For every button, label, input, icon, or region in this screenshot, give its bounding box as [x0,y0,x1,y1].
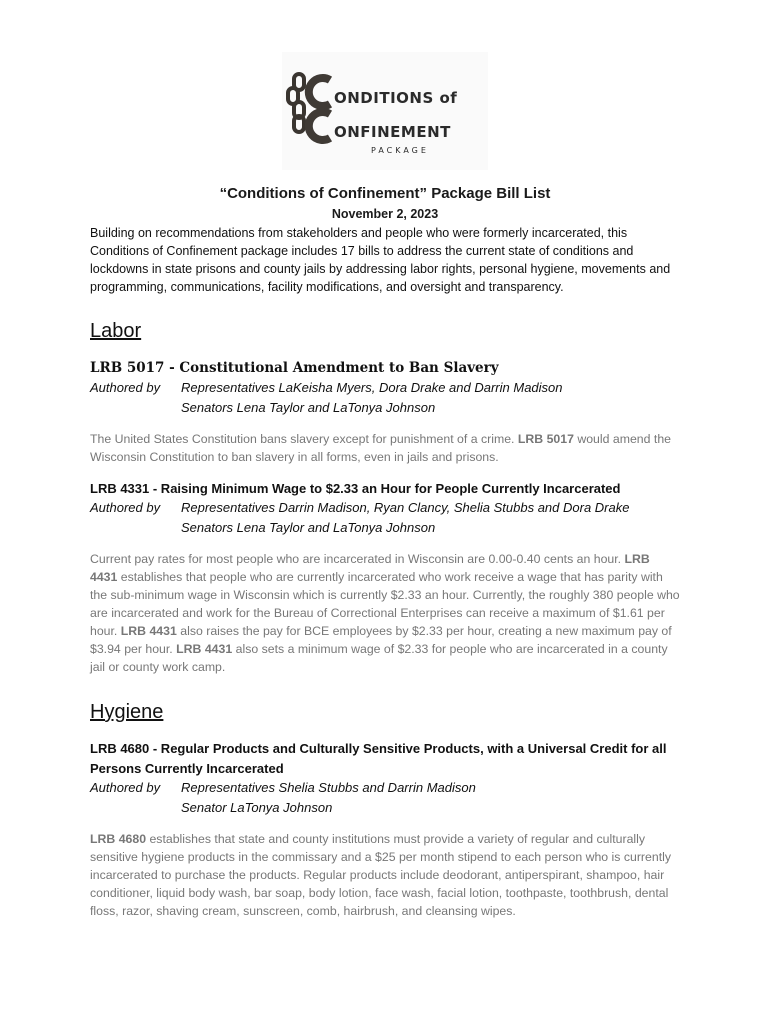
bill-title-lrb-4680: LRB 4680 - Regular Products and Culturally Sensitive Products, with a Universal Credit for all Persons Currently Incarcerated [90,741,667,776]
bill-reference: LRB 4680 [90,832,147,846]
chain-c-logo-icon [282,52,488,170]
svg-text:PACKAGE: PACKAGE [371,146,429,155]
description-text: also sets a minimum wage of $2.33 for people who are incarcerated in a county jail or county work camp. [90,642,668,674]
bill-senators: Senators Lena Taylor and LaTonya Johnson [181,520,436,535]
intro-paragraph: Building on recommendations from stakeholders and people who were formerly incarcerated, this Conditions of Confinement package includes 17 bills to address the current state of conditions and lockdowns in state prisons and county jails by addressing labor rights, personal hygiene, movements and programming, communications, facility modifications, and oversight and transparency. [90,226,671,294]
bill-reference: LRB 4431 [120,624,177,638]
bill-authors-lrb-4331 [90,498,690,538]
description-text: establishes that people who are currently incarcerated who work receive a wage that has parity with the sub-minimum wage in Wisconsin which is currently $2.33 an hour. Currently, the roughly 380 people who are incarcerated and work for the Bureau of Correctional Enterprises can receive a maximum of $1.61 per hour. [90,570,680,638]
bill-description-lrb-4331 [90,550,680,676]
bill-reference: LRB 4431 [90,552,650,584]
section-heading-hygiene: Hygiene [90,701,164,723]
section-heading-labor: Labor [90,320,142,342]
document-date: November 2, 2023 [331,207,439,221]
bill-representatives: Representatives Shelia Stubbs and Darrin Madison [181,780,476,795]
bill-reference: LRB 5017 [517,432,574,446]
document-title: “Conditions of Confinement” Package Bill List [219,185,551,202]
authored-by-label: Authored by [90,380,161,395]
svg-text:ONDITIONS of: ONDITIONS of [334,89,458,107]
bill-senators: Senators Lena Taylor and LaTonya Johnson [181,400,436,415]
package-logo [282,52,488,170]
authored-by-label: Authored by [90,780,161,795]
bill-representatives: Representatives LaKeisha Myers, Dora Drake and Darrin Madison [181,380,563,395]
bill-description-lrb-4680 [90,830,680,920]
description-text: would amend the Wisconsin Constitution to ban slavery in all forms, even in jails and prisons. [90,432,671,464]
bill-reference: LRB 4431 [176,642,233,656]
bill-title-lrb-4331: LRB 4331 - Raising Minimum Wage to $2.33 an Hour for People Currently Incarcerated [90,481,621,496]
bill-description-lrb-5017 [90,430,680,466]
bill-senators: Senator LaTonya Johnson [181,800,333,815]
description-text: also raises the pay for BCE employees by $2.33 per hour, creating a new maximum pay of $3.94 per hour. [90,624,672,656]
bill-title-lrb-5017: LRB 5017 - Constitutional Amendment to Ban Slavery [90,360,499,376]
bill-authors-lrb-4680 [90,778,690,818]
section-labor [90,318,680,344]
bill-representatives: Representatives Darrin Madison, Ryan Clancy, Shelia Stubbs and Dora Drake [181,500,630,515]
description-text: The United States Constitution bans slavery except for punishment of a crime. [90,432,518,446]
svg-text:ONFINEMENT: ONFINEMENT [334,123,451,141]
description-text: Current pay rates for most people who are incarcerated in Wisconsin are 0.00-0.40 cents an hour. [90,552,625,566]
bill-authors-lrb-5017 [90,378,690,418]
description-text: establishes that state and county institutions must provide a variety of regular and culturally sensitive hygiene products in the commissary and a $25 per month stipend to each person who is currently incarcerated to purchase the products. Regular products include deodorant, antiperspirant, shampoo, hair conditioner, liquid body wash, bar soap, body lotion, face wash, facial lotion, toothpaste, toothbrush, dental floss, razor, shaving cream, sunscreen, comb, hairbrush, and cleansing wipes. [90,832,671,918]
authored-by-label: Authored by [90,500,161,515]
section-hygiene [90,699,680,725]
